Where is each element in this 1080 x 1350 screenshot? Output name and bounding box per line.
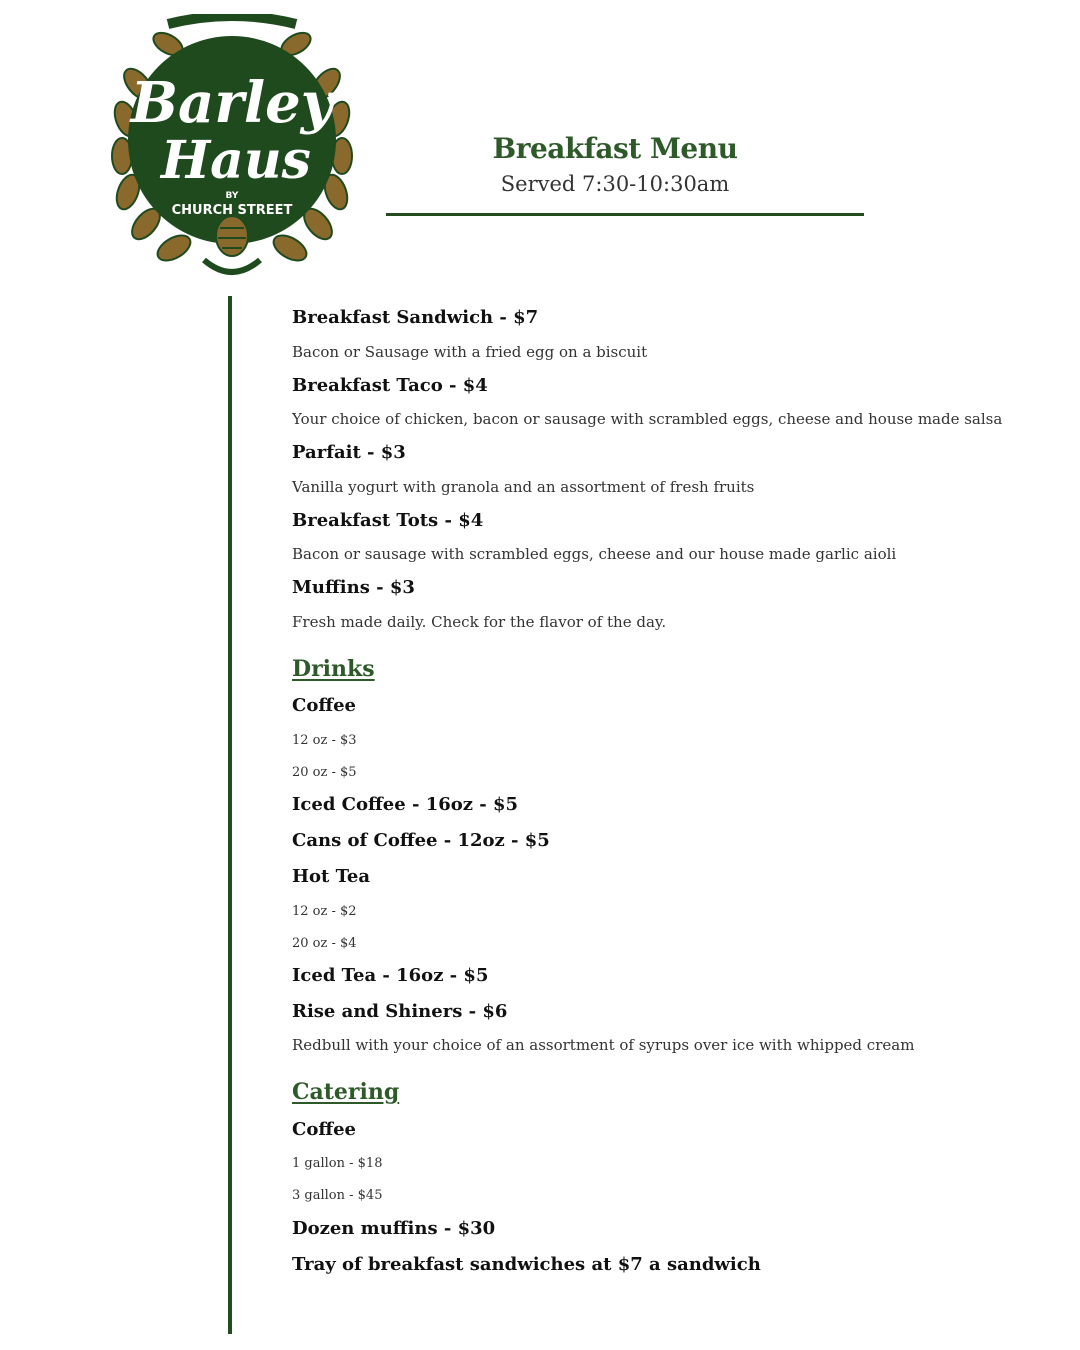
drink-iced-tea: Iced Tea - 16oz - $5 <box>292 965 489 986</box>
logo-line1: Barley <box>130 70 334 136</box>
size-option: 20 oz - $5 <box>292 765 357 780</box>
drink-hot-tea: Hot Tea <box>292 866 371 887</box>
logo-line2: Haus <box>161 130 311 191</box>
drink-cans-coffee: Cans of Coffee - 12oz - $5 <box>292 830 550 851</box>
left-vertical-rule <box>228 296 232 1334</box>
hop-icon <box>216 216 248 256</box>
menu-header <box>450 132 780 198</box>
header-divider <box>386 213 864 216</box>
logo-by: BY <box>225 191 239 201</box>
menu-title: Breakfast Menu <box>492 132 738 165</box>
item-name: Breakfast Tots - $4 <box>292 510 484 531</box>
item-desc: Your choice of chicken, bacon or sausage with scrambled eggs, cheese and house made salsa <box>292 410 1003 428</box>
item-name: Muffins - $3 <box>292 577 415 598</box>
drink-rise-shiners: Rise and Shiners - $6 <box>292 1001 508 1022</box>
item-name: Breakfast Taco - $4 <box>292 375 488 396</box>
size-option: 12 oz - $2 <box>292 904 357 919</box>
item-name: Parfait - $3 <box>292 442 406 463</box>
item-name: Breakfast Sandwich - $7 <box>292 307 539 328</box>
size-option: 1 gallon - $18 <box>292 1156 383 1171</box>
size-option: 3 gallon - $45 <box>292 1188 383 1203</box>
size-option: 20 oz - $4 <box>292 936 357 951</box>
drinks-heading: Drinks <box>292 656 375 682</box>
size-option: 12 oz - $3 <box>292 733 357 748</box>
catering-heading: Catering <box>292 1079 400 1105</box>
barley-haus-logo <box>108 14 356 280</box>
catering-tray: Tray of breakfast sandwiches at $7 a sandwich <box>292 1254 761 1275</box>
item-desc: Redbull with your choice of an assortment of syrups over ice with whipped cream <box>292 1036 915 1054</box>
catering-muffins: Dozen muffins - $30 <box>292 1218 496 1239</box>
item-desc: Bacon or Sausage with a fried egg on a biscuit <box>292 343 648 361</box>
item-desc: Fresh made daily. Check for the flavor of the day. <box>292 613 667 631</box>
logo-name: CHURCH STREET <box>171 203 293 218</box>
drink-iced-coffee: Iced Coffee - 16oz - $5 <box>292 794 519 815</box>
catering-coffee: Coffee <box>292 1119 357 1140</box>
item-desc: Vanilla yogurt with granola and an assortment of fresh fruits <box>292 478 755 496</box>
served-hours: Served 7:30-10:30am <box>500 172 730 196</box>
item-desc: Bacon or sausage with scrambled eggs, cheese and our house made garlic aioli <box>292 545 897 563</box>
drink-coffee: Coffee <box>292 695 357 716</box>
